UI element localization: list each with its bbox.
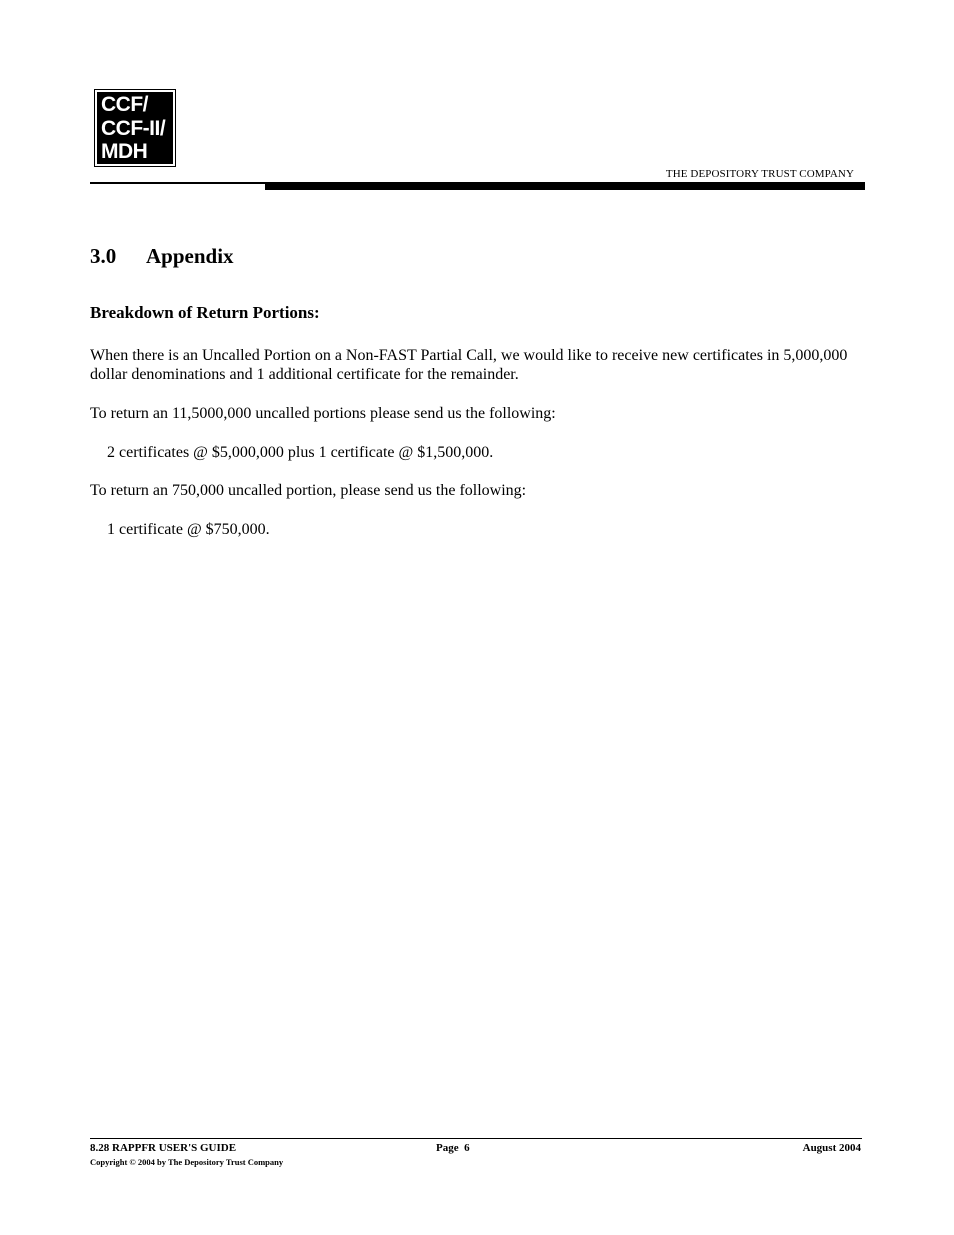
footer-rule [90, 1138, 862, 1139]
footer-copyright: Copyright © 2004 by The Depository Trust Company [90, 1157, 284, 1167]
logo-line-mdh: MDH [101, 140, 148, 163]
subheading: Breakdown of Return Portions: [90, 303, 320, 322]
paragraph-example-2-detail: 1 certificate @ $750,000. [107, 521, 270, 538]
footer-page-number: Page 6 [436, 1142, 470, 1154]
section-title-text: Appendix [146, 244, 234, 268]
header-rule-thick [265, 182, 865, 190]
logo-line-ccf-ii: CCF-II/ [101, 116, 166, 140]
footer-date: August 2004 [802, 1142, 861, 1154]
paragraph-example-1: To return an 11,5000,000 uncalled portions please send us the following: [90, 405, 556, 422]
company-name: THE DEPOSITORY TRUST COMPANY [665, 168, 854, 180]
logo-line-ccf: CCF/ [101, 93, 148, 116]
header-rule-thin [90, 182, 265, 184]
ccf-mdh-logo [94, 89, 176, 167]
section-number: 3.0 [90, 244, 117, 268]
paragraph-example-2: To return an 750,000 uncalled portion, please send us the following: [90, 482, 527, 499]
section-title [90, 244, 234, 269]
paragraph-intro: When there is an Uncalled Portion on a Non-FAST Partial Call, we would like to receive new certificates in 5,000,000 dollar denominations and 1 additional certificate for the remainder. [90, 347, 848, 383]
footer-guide-title: 8.28 RAPPFR USER'S GUIDE [90, 1142, 237, 1154]
logo-background [97, 92, 173, 164]
paragraph-example-1-detail: 2 certificates @ $5,000,000 plus 1 certificate @ $1,500,000. [107, 444, 494, 461]
